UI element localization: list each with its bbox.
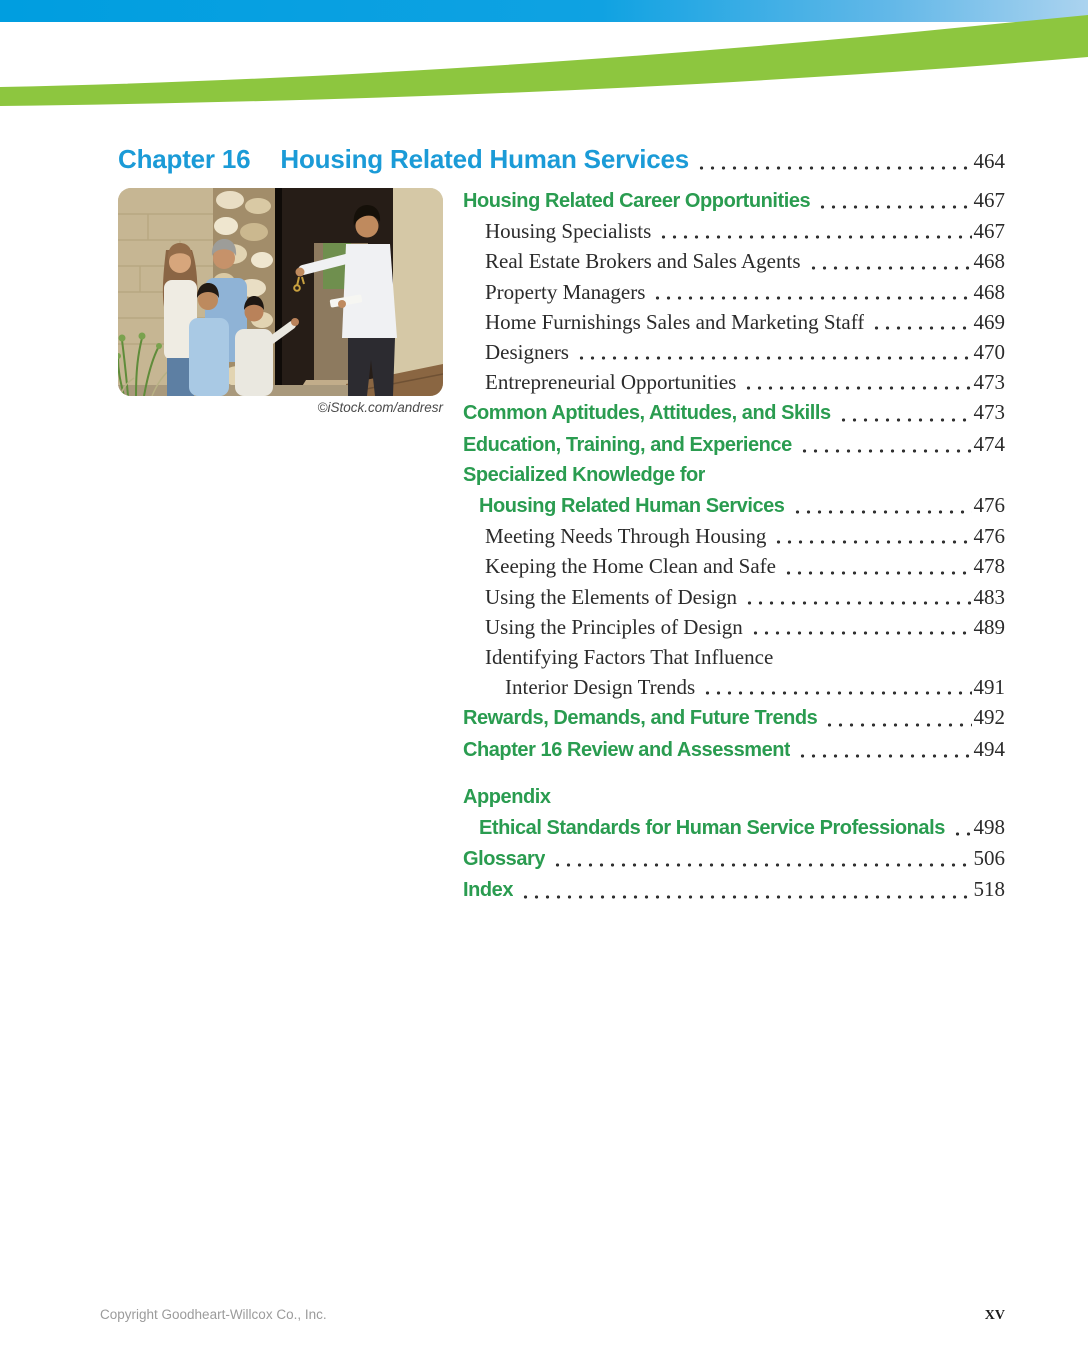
- chapter-page-number: 464: [973, 149, 1005, 173]
- blue-bar: [0, 0, 1088, 22]
- dot-leader: [817, 205, 971, 209]
- toc-page-number: 478: [973, 554, 1005, 579]
- toc-page-number: 468: [973, 249, 1005, 274]
- toc-page-number: 467: [973, 188, 1005, 212]
- backmatter-list: [463, 782, 1005, 906]
- two-column-layout: [118, 185, 1005, 906]
- toc-page-number: 470: [973, 340, 1005, 365]
- toc-entry-label: Index: [463, 879, 513, 902]
- toc-entry-label: Real Estate Brokers and Sales Agents: [485, 249, 801, 274]
- toc-entry: [463, 307, 1005, 337]
- dot-leader: [652, 296, 971, 300]
- toc-entry: [463, 429, 1005, 460]
- toc-entry: [463, 367, 1005, 397]
- toc-entry: [463, 397, 1005, 428]
- toc-entry-label: Common Aptitudes, Attitudes, and Skills: [463, 402, 831, 425]
- toc-page-number: 518: [973, 877, 1005, 902]
- toc-entry-label: Identifying Factors That Influence: [485, 645, 774, 670]
- toc-entry-label: Specialized Knowledge for: [463, 463, 706, 486]
- toc-entry-label: Property Managers: [485, 279, 646, 304]
- toc-entry: [463, 702, 1005, 733]
- toc-entry: [463, 337, 1005, 367]
- dot-leader: [824, 723, 971, 727]
- toc-page-number: 476: [973, 493, 1005, 518]
- dot-leader: [743, 386, 971, 390]
- toc-entry: [463, 874, 1005, 905]
- dot-leader: [838, 418, 972, 422]
- toc-entry: [463, 551, 1005, 581]
- photo-credit: ©iStock.com/andresr: [317, 400, 443, 415]
- toc-page-number: 489: [973, 614, 1005, 639]
- dot-leader: [773, 540, 971, 544]
- toc-entry-label: Housing Specialists: [485, 219, 652, 244]
- dot-leader: [520, 895, 972, 899]
- folio-page-number: xv: [984, 1302, 1005, 1324]
- toc-entry-label: Entrepreneurial Opportunities: [485, 370, 737, 395]
- toc-entry: [463, 216, 1005, 246]
- dot-leader: [871, 326, 971, 330]
- dot-leader: [799, 449, 972, 453]
- toc-entry: [463, 460, 1005, 490]
- dot-leader: [552, 863, 971, 867]
- toc-entry-label: Designers: [485, 340, 569, 365]
- toc-entry: [463, 812, 1005, 843]
- toc-entry: [463, 277, 1005, 307]
- dot-leader: [792, 510, 972, 514]
- toc-page-number: 468: [973, 279, 1005, 304]
- toc-entry: [463, 642, 1005, 672]
- page-footer: [100, 1302, 1005, 1325]
- toc-entry: [463, 782, 1005, 812]
- dot-leader: [696, 166, 971, 170]
- toc-entry: [463, 582, 1005, 612]
- chapter-number: Chapter 16: [118, 144, 251, 174]
- toc-page-number: 498: [973, 815, 1005, 840]
- dot-leader: [808, 266, 972, 270]
- toc-entry: [463, 843, 1005, 874]
- dot-leader: [576, 356, 972, 360]
- dot-leader: [952, 832, 972, 836]
- toc-entry-label: Education, Training, and Experience: [463, 433, 792, 456]
- toc-page-number: 473: [973, 400, 1005, 425]
- toc-entry: [463, 734, 1005, 765]
- toc-page-number: 467: [973, 219, 1005, 244]
- toc-entry-label: Using the Elements of Design: [485, 584, 737, 609]
- dot-leader: [797, 754, 971, 758]
- dot-leader: [750, 631, 972, 635]
- toc-entry-label: Glossary: [463, 848, 546, 871]
- toc-entry-label: Chapter 16 Review and Assessment: [463, 738, 791, 761]
- chapter-title: Housing Related Human Services: [280, 144, 690, 174]
- toc-page-number: 506: [973, 846, 1005, 871]
- content-area: [118, 142, 1005, 906]
- toc-page-number: 476: [973, 524, 1005, 549]
- dot-leader: [744, 601, 972, 605]
- toc-entry-label: Ethical Standards for Human Service Professionals: [479, 817, 945, 840]
- photo-column: [118, 185, 443, 906]
- toc-list: [463, 185, 1005, 906]
- dot-leader: [783, 571, 972, 575]
- toc-entry: [463, 521, 1005, 551]
- toc-page-number: 483: [973, 584, 1005, 609]
- dot-leader: [702, 691, 971, 695]
- toc-entry-label: Interior Design Trends: [505, 675, 696, 700]
- dot-leader: [658, 235, 971, 239]
- toc-entry-label: Housing Related Career Opportunities: [463, 190, 811, 212]
- toc-entry: [463, 612, 1005, 642]
- toc-entry-label: Meeting Needs Through Housing: [485, 524, 767, 549]
- toc-entry-label: Appendix: [463, 785, 551, 808]
- green-swoosh: [0, 15, 1088, 106]
- chapter-title-row: [118, 142, 1005, 178]
- toc-entry-label: Housing Related Human Services: [479, 495, 785, 518]
- toc-entry-label: Using the Principles of Design: [485, 614, 743, 639]
- toc-entry: [463, 672, 1005, 702]
- toc-page-number: 492: [973, 705, 1005, 730]
- header-band: [0, 0, 1088, 115]
- toc-entry: [463, 490, 1005, 521]
- toc-page-number: 474: [973, 431, 1005, 456]
- copyright-notice: Copyright Goodheart-Willcox Co., Inc.: [100, 1307, 327, 1322]
- toc-page-number: 491: [973, 675, 1005, 700]
- toc-entry-label: Keeping the Home Clean and Safe: [485, 554, 776, 579]
- toc-entry-label: Rewards, Demands, and Future Trends: [463, 707, 818, 730]
- toc-page-number: 494: [973, 736, 1005, 761]
- family-photo-image: [118, 188, 443, 396]
- toc-page-number: 469: [973, 309, 1005, 334]
- toc-entry: [463, 246, 1005, 276]
- toc-entry-label: Home Furnishings Sales and Marketing Staff: [485, 309, 865, 334]
- toc-page-number: 473: [973, 370, 1005, 395]
- toc-entry: [463, 185, 1005, 216]
